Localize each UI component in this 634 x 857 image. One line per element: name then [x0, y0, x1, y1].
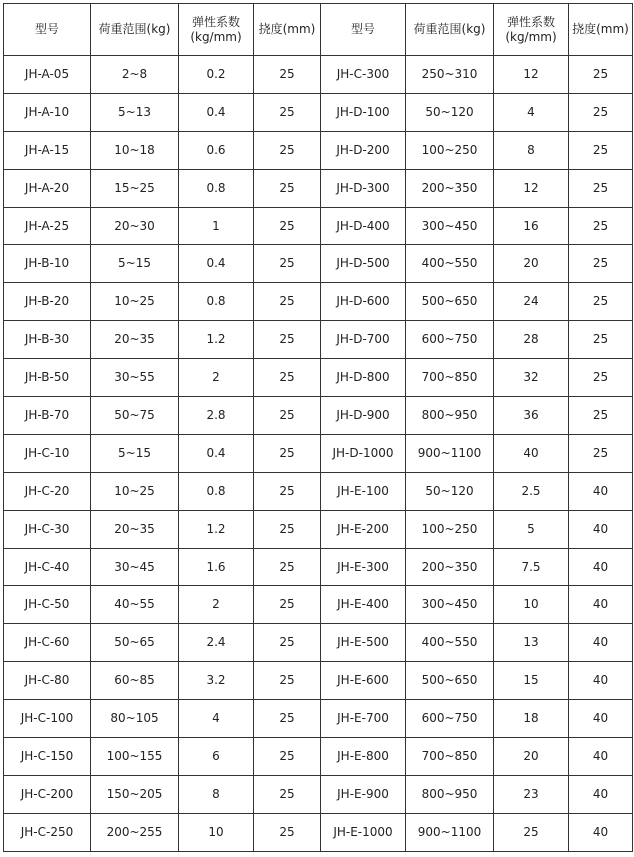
- model-cell: JH-E-500: [321, 624, 406, 662]
- deflection-cell: 25: [254, 283, 321, 321]
- deflection-header: [254, 4, 321, 56]
- model-cell: JH-C-250: [4, 813, 91, 851]
- spring-rate-cell: 2.8: [179, 397, 254, 435]
- load-range-cell: 30~55: [91, 359, 179, 397]
- load-range-cell: 50~75: [91, 397, 179, 435]
- table-row: [4, 207, 633, 245]
- model-cell: JH-A-10: [4, 93, 91, 131]
- spring-rate-cell: 13: [494, 624, 569, 662]
- model-cell: JH-E-600: [321, 662, 406, 700]
- deflection-cell: 25: [569, 207, 633, 245]
- table-row: [4, 700, 633, 738]
- load-range-cell: 20~30: [91, 207, 179, 245]
- spring-rate-cell: 3.2: [179, 662, 254, 700]
- load-range-header: [91, 4, 179, 56]
- spring-rate-cell: 18: [494, 700, 569, 738]
- deflection-cell: 25: [254, 207, 321, 245]
- deflection-cell: 25: [254, 738, 321, 776]
- spring-rate-cell: 8: [179, 775, 254, 813]
- spring-rate-cell: 28: [494, 321, 569, 359]
- spring-rate-cell: 5: [494, 510, 569, 548]
- spring-rate-cell: 6: [179, 738, 254, 776]
- model-cell: JH-B-10: [4, 245, 91, 283]
- spring-rate-cell: 0.8: [179, 472, 254, 510]
- deflection-cell: 40: [569, 548, 633, 586]
- deflection-cell: 40: [569, 510, 633, 548]
- deflection-cell: 25: [254, 548, 321, 586]
- model-cell: JH-C-80: [4, 662, 91, 700]
- model-cell: JH-E-100: [321, 472, 406, 510]
- spring-rate-cell: 0.4: [179, 93, 254, 131]
- model-cell: JH-D-300: [321, 169, 406, 207]
- load-range-cell: 50~65: [91, 624, 179, 662]
- load-range-cell: 10~25: [91, 283, 179, 321]
- model-header: [4, 4, 91, 56]
- load-range-cell: 2~8: [91, 56, 179, 94]
- load-range-cell: 200~350: [406, 548, 494, 586]
- load-range-header-2: [406, 4, 494, 56]
- spring-rate-cell: 1.2: [179, 321, 254, 359]
- spring-rate-header-2: [494, 4, 569, 56]
- load-range-cell: 50~120: [406, 93, 494, 131]
- load-range-cell: 100~250: [406, 131, 494, 169]
- deflection-cell: 25: [569, 56, 633, 94]
- model-cell: JH-C-100: [4, 700, 91, 738]
- deflection-cell: 25: [254, 321, 321, 359]
- model-cell: JH-D-1000: [321, 434, 406, 472]
- load-range-cell: 800~950: [406, 397, 494, 435]
- load-range-cell: 10~25: [91, 472, 179, 510]
- deflection-cell: 25: [254, 700, 321, 738]
- table-row: [4, 624, 633, 662]
- deflection-cell: 40: [569, 813, 633, 851]
- spring-rate-cell: 10: [179, 813, 254, 851]
- deflection-cell: 25: [254, 813, 321, 851]
- load-range-cell: 30~45: [91, 548, 179, 586]
- load-range-cell: 800~950: [406, 775, 494, 813]
- spring-rate-cell: 0.8: [179, 169, 254, 207]
- deflection-cell: 25: [254, 56, 321, 94]
- header-text: 弹性系数: [191, 14, 240, 29]
- header-text: 型号: [350, 22, 375, 36]
- model-cell: JH-A-15: [4, 131, 91, 169]
- load-range-cell: 200~255: [91, 813, 179, 851]
- deflection-cell: 25: [569, 93, 633, 131]
- model-cell: JH-A-25: [4, 207, 91, 245]
- spring-rate-cell: 7.5: [494, 548, 569, 586]
- table-row: [4, 245, 633, 283]
- load-range-cell: 250~310: [406, 56, 494, 94]
- deflection-cell: 25: [254, 775, 321, 813]
- spring-rate-cell: 1.2: [179, 510, 254, 548]
- table-row: [4, 359, 633, 397]
- table-row: [4, 472, 633, 510]
- spring-rate-cell: 32: [494, 359, 569, 397]
- deflection-cell: 25: [254, 586, 321, 624]
- model-cell: JH-C-300: [321, 56, 406, 94]
- header-text: (kg/mm): [190, 29, 242, 44]
- load-range-cell: 80~105: [91, 700, 179, 738]
- table-row: [4, 131, 633, 169]
- load-range-cell: 5~15: [91, 245, 179, 283]
- load-range-cell: 100~250: [406, 510, 494, 548]
- load-range-cell: 400~550: [406, 624, 494, 662]
- header-text: 挠度(mm): [258, 22, 316, 36]
- header-row: [4, 4, 633, 56]
- spring-rate-cell: 0.2: [179, 56, 254, 94]
- deflection-cell: 25: [569, 434, 633, 472]
- spring-rate-cell: 40: [494, 434, 569, 472]
- spring-rate-cell: 0.4: [179, 245, 254, 283]
- table-row: [4, 510, 633, 548]
- deflection-cell: 25: [569, 245, 633, 283]
- model-cell: JH-A-05: [4, 56, 91, 94]
- model-cell: JH-D-800: [321, 359, 406, 397]
- spring-rate-cell: 0.4: [179, 434, 254, 472]
- load-range-cell: 50~120: [406, 472, 494, 510]
- deflection-cell: 40: [569, 700, 633, 738]
- header-text: (kg/mm): [505, 29, 557, 44]
- load-range-cell: 900~1100: [406, 434, 494, 472]
- table-row: [4, 662, 633, 700]
- deflection-cell: 25: [569, 283, 633, 321]
- spring-rate-cell: 1.6: [179, 548, 254, 586]
- spring-rate-cell: 25: [494, 813, 569, 851]
- table-row: [4, 93, 633, 131]
- model-cell: JH-C-30: [4, 510, 91, 548]
- deflection-cell: 25: [254, 624, 321, 662]
- deflection-cell: 25: [254, 245, 321, 283]
- model-cell: JH-E-800: [321, 738, 406, 776]
- header-text: 挠度(mm): [572, 22, 629, 36]
- model-cell: JH-B-70: [4, 397, 91, 435]
- deflection-cell: 25: [254, 472, 321, 510]
- header-text: 荷重范围(kg): [98, 22, 171, 36]
- model-cell: JH-C-200: [4, 775, 91, 813]
- table-row: [4, 321, 633, 359]
- model-cell: JH-D-700: [321, 321, 406, 359]
- spring-rate-cell: 2.5: [494, 472, 569, 510]
- model-cell: JH-E-300: [321, 548, 406, 586]
- spring-rate-header: [179, 4, 254, 56]
- load-range-cell: 400~550: [406, 245, 494, 283]
- load-range-cell: 100~155: [91, 738, 179, 776]
- model-cell: JH-B-50: [4, 359, 91, 397]
- table-row: [4, 586, 633, 624]
- model-cell: JH-D-400: [321, 207, 406, 245]
- table-body: [4, 56, 633, 852]
- load-range-cell: 15~25: [91, 169, 179, 207]
- spring-rate-cell: 12: [494, 169, 569, 207]
- model-cell: JH-E-900: [321, 775, 406, 813]
- load-range-cell: 600~750: [406, 321, 494, 359]
- load-range-cell: 500~650: [406, 283, 494, 321]
- model-cell: JH-E-700: [321, 700, 406, 738]
- spring-rate-cell: 23: [494, 775, 569, 813]
- load-range-cell: 60~85: [91, 662, 179, 700]
- spring-rate-cell: 12: [494, 56, 569, 94]
- load-range-cell: 600~750: [406, 700, 494, 738]
- header-text: 荷重范围(kg): [413, 22, 486, 36]
- spring-spec-table: [3, 3, 633, 852]
- load-range-cell: 500~650: [406, 662, 494, 700]
- model-cell: JH-B-30: [4, 321, 91, 359]
- table-header: [4, 4, 633, 56]
- model-cell: JH-D-200: [321, 131, 406, 169]
- spring-rate-cell: 0.6: [179, 131, 254, 169]
- load-range-cell: 700~850: [406, 738, 494, 776]
- spring-rate-cell: 15: [494, 662, 569, 700]
- spring-rate-cell: 24: [494, 283, 569, 321]
- spring-rate-cell: 4: [494, 93, 569, 131]
- model-cell: JH-E-400: [321, 586, 406, 624]
- model-header-2: [321, 4, 406, 56]
- header-text: 型号: [34, 22, 59, 36]
- spring-rate-cell: 36: [494, 397, 569, 435]
- model-cell: JH-C-50: [4, 586, 91, 624]
- deflection-cell: 25: [569, 131, 633, 169]
- spring-rate-cell: 1: [179, 207, 254, 245]
- load-range-cell: 300~450: [406, 586, 494, 624]
- deflection-cell: 25: [569, 397, 633, 435]
- load-range-cell: 10~18: [91, 131, 179, 169]
- model-cell: JH-D-500: [321, 245, 406, 283]
- model-cell: JH-C-20: [4, 472, 91, 510]
- load-range-cell: 200~350: [406, 169, 494, 207]
- model-cell: JH-C-40: [4, 548, 91, 586]
- load-range-cell: 20~35: [91, 510, 179, 548]
- deflection-cell: 25: [254, 397, 321, 435]
- model-cell: JH-D-100: [321, 93, 406, 131]
- table-row: [4, 813, 633, 851]
- model-cell: JH-D-900: [321, 397, 406, 435]
- table-row: [4, 775, 633, 813]
- load-range-cell: 300~450: [406, 207, 494, 245]
- deflection-cell: 40: [569, 586, 633, 624]
- spring-rate-cell: 0.8: [179, 283, 254, 321]
- table-row: [4, 397, 633, 435]
- model-cell: JH-A-20: [4, 169, 91, 207]
- table-row: [4, 738, 633, 776]
- model-cell: JH-B-20: [4, 283, 91, 321]
- deflection-cell: 25: [254, 131, 321, 169]
- table-row: [4, 434, 633, 472]
- spring-rate-cell: 2.4: [179, 624, 254, 662]
- load-range-cell: 40~55: [91, 586, 179, 624]
- load-range-cell: 5~15: [91, 434, 179, 472]
- deflection-cell: 25: [254, 359, 321, 397]
- deflection-cell: 25: [569, 359, 633, 397]
- deflection-cell: 40: [569, 472, 633, 510]
- table-row: [4, 283, 633, 321]
- deflection-cell: 40: [569, 662, 633, 700]
- spring-rate-cell: 10: [494, 586, 569, 624]
- model-cell: JH-C-150: [4, 738, 91, 776]
- table-row: [4, 169, 633, 207]
- model-cell: JH-C-60: [4, 624, 91, 662]
- spring-rate-cell: 4: [179, 700, 254, 738]
- model-cell: JH-C-10: [4, 434, 91, 472]
- deflection-header-2: [569, 4, 633, 56]
- deflection-cell: 40: [569, 738, 633, 776]
- deflection-cell: 40: [569, 775, 633, 813]
- deflection-cell: 25: [569, 169, 633, 207]
- spring-rate-cell: 16: [494, 207, 569, 245]
- deflection-cell: 25: [254, 434, 321, 472]
- model-cell: JH-E-200: [321, 510, 406, 548]
- model-cell: JH-E-1000: [321, 813, 406, 851]
- load-range-cell: 5~13: [91, 93, 179, 131]
- deflection-cell: 25: [254, 169, 321, 207]
- deflection-cell: 25: [254, 662, 321, 700]
- load-range-cell: 900~1100: [406, 813, 494, 851]
- header-text: 弹性系数: [506, 14, 555, 29]
- model-cell: JH-D-600: [321, 283, 406, 321]
- spring-rate-cell: 20: [494, 738, 569, 776]
- spec-table-container: [3, 3, 632, 852]
- table-row: [4, 56, 633, 94]
- load-range-cell: 20~35: [91, 321, 179, 359]
- load-range-cell: 700~850: [406, 359, 494, 397]
- spring-rate-cell: 2: [179, 359, 254, 397]
- spring-rate-cell: 20: [494, 245, 569, 283]
- spring-rate-cell: 8: [494, 131, 569, 169]
- spring-rate-cell: 2: [179, 586, 254, 624]
- load-range-cell: 150~205: [91, 775, 179, 813]
- deflection-cell: 25: [254, 93, 321, 131]
- deflection-cell: 40: [569, 624, 633, 662]
- table-row: [4, 548, 633, 586]
- deflection-cell: 25: [254, 510, 321, 548]
- deflection-cell: 25: [569, 321, 633, 359]
